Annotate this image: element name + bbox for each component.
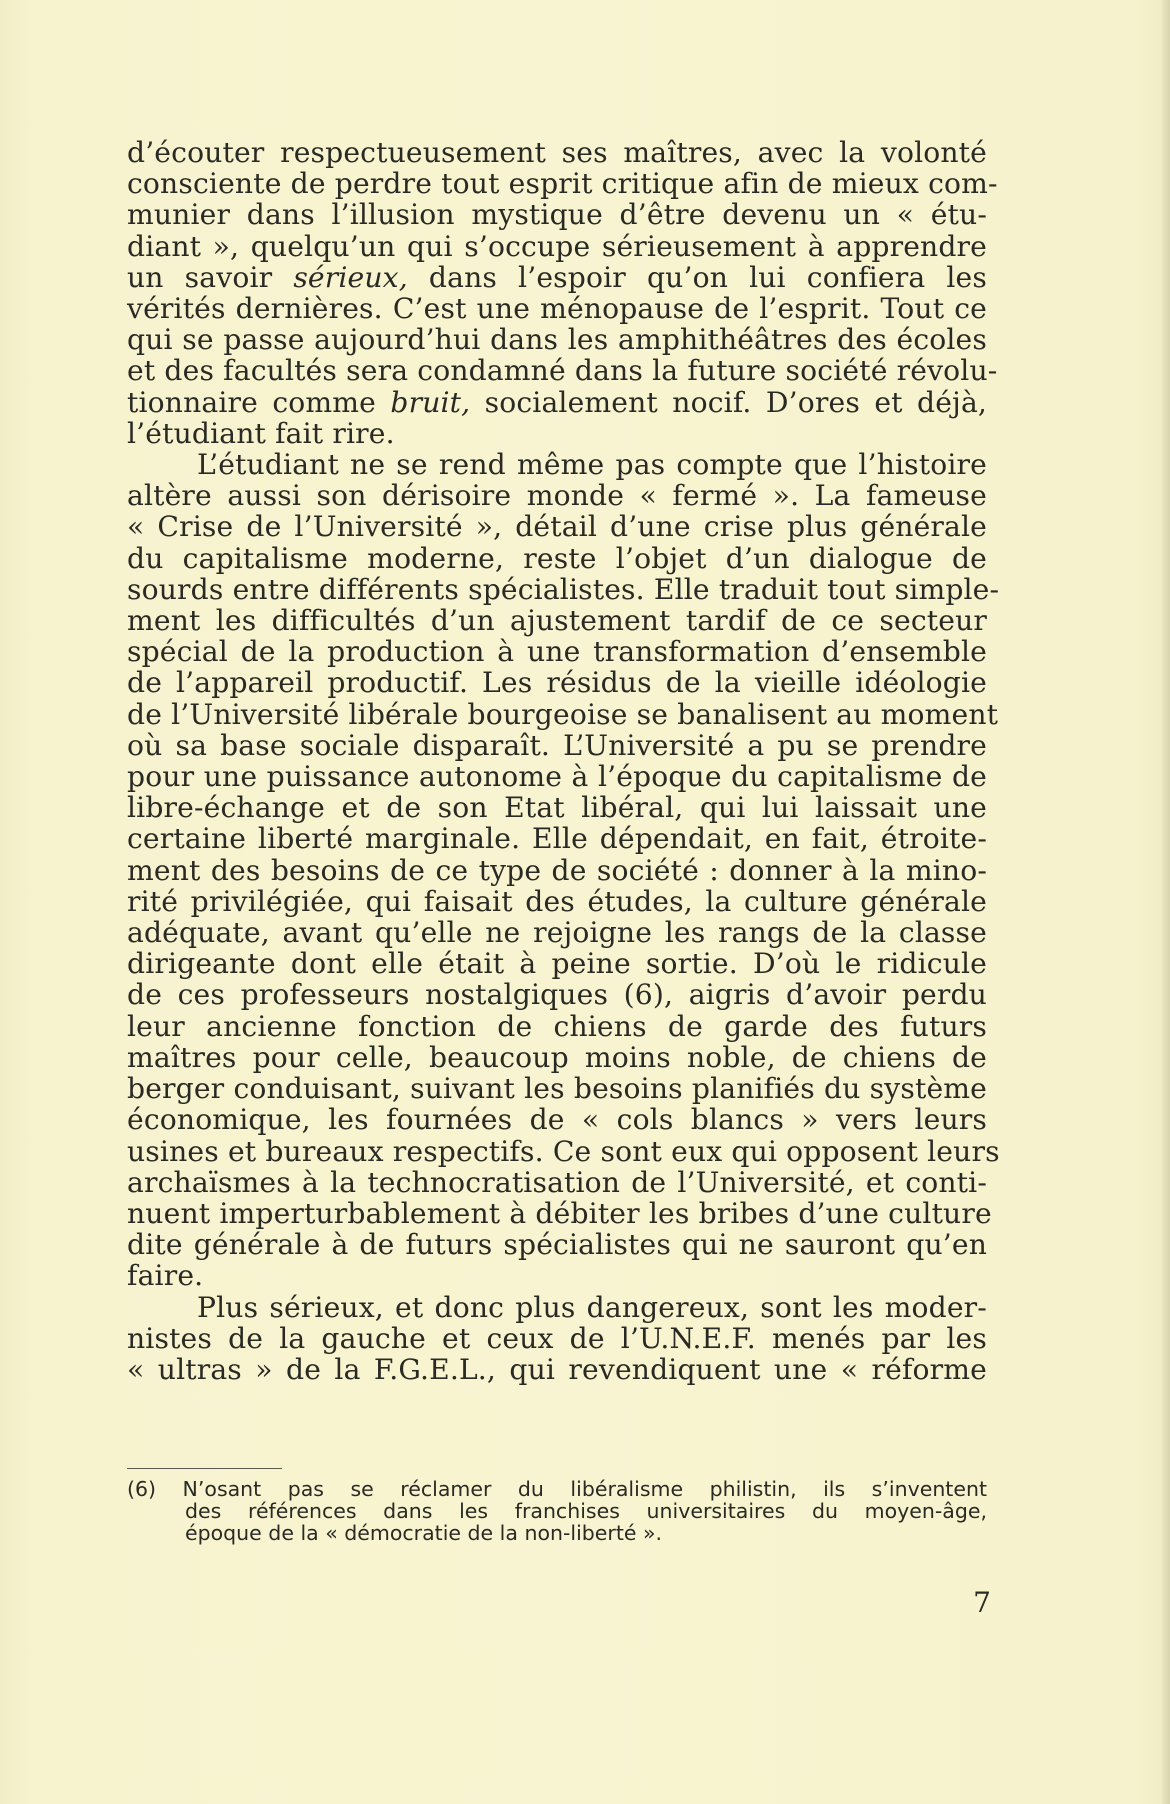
text-line: d’écouter respectueusement ses maîtres, avec la volonté <box>127 136 987 169</box>
text-line: et des facultés sera condamné dans la future société révolu- <box>127 354 998 388</box>
text-line: adéquate, avant qu’elle ne rejoigne les rangs de la classe <box>127 916 987 950</box>
italic-word: sérieux, <box>293 260 408 294</box>
paragraph-2 <box>127 448 1000 1293</box>
footnote-line: époque de la « démocratie de la non-liberté ». <box>185 1521 663 1545</box>
text-line: leur ancienne fonction de chiens de garde des futurs <box>127 1009 987 1043</box>
text-line: certaine liberté marginale. Elle dépendait, en fait, étroite- <box>127 822 987 856</box>
footnote-line: (6) N’osant pas se réclamer du libéralisme philistin, ils s’inventent <box>127 1477 987 1501</box>
text-line: sourds entre différents spécialistes. Elle traduit tout simple- <box>127 572 1000 606</box>
page-edge-shadow <box>1162 0 1170 1804</box>
text-line: altère aussi son dérisoire monde « fermé ». La fameuse <box>127 479 987 513</box>
text-line: qui se passe aujourd’hui dans les amphithéâtres des écoles <box>127 323 987 357</box>
text-line: munier dans l’illusion mystique d’être devenu un « étu- <box>127 198 987 232</box>
text-line: libre-échange et de son Etat libéral, qui lui laissait une <box>127 791 987 825</box>
text-line: berger conduisant, suivant les besoins planifiés du système <box>127 1072 987 1106</box>
text-fragment: tionnaire comme <box>127 385 391 419</box>
paragraph-3 <box>127 1292 987 1386</box>
paragraph-1 <box>127 136 998 450</box>
italic-word: bruit, <box>390 385 471 419</box>
text-line: « Crise de l’Université », détail d’une crise plus générale <box>127 510 987 544</box>
text-line: L’étudiant ne se rend même pas compte que l’histoire <box>197 448 987 482</box>
text-fragment: dans l’espoir qu’on lui confiera les <box>407 260 987 294</box>
text-line: de l’appareil productif. Les résidus de la vieille idéologie <box>127 666 987 700</box>
text-line: diant », quelqu’un qui s’occupe sérieusement à apprendre <box>127 229 987 263</box>
text-fragment: socialement nocif. D’ores et déjà, <box>470 385 988 419</box>
text-line: spécial de la production à une transformation d’ensemble <box>127 635 987 669</box>
text-line-with-italic <box>127 387 987 418</box>
text-line: ment des besoins de ce type de société : donner à la mino- <box>127 853 987 887</box>
footnote-line: des références dans les franchises universitaires du moyen-âge, <box>185 1499 987 1523</box>
text-line: du capitalisme moderne, reste l’objet d’un dialogue de <box>127 541 987 575</box>
text-line: « ultras » de la F.G.E.L., qui revendiquent une « réforme <box>127 1352 987 1386</box>
footnote-divider <box>127 1468 282 1469</box>
text-line: de ces professeurs nostalgiques (6), aigris d’avoir perdu <box>127 978 987 1012</box>
footnote <box>127 1478 987 1544</box>
text-line: Plus sérieux, et donc plus dangereux, sont les moder- <box>197 1290 987 1324</box>
text-line: dirigeante dont elle était à peine sortie. D’où le ridicule <box>127 947 987 981</box>
text-line: nuent imperturbablement à débiter les bribes d’une culture <box>127 1196 992 1230</box>
text-line: maîtres pour celle, beaucoup moins noble, de chiens de <box>127 1040 987 1074</box>
text-line: faire. <box>127 1259 204 1293</box>
text-line: pour une puissance autonome à l’époque du capitalisme de <box>127 760 987 794</box>
page-number: 7 <box>973 1586 991 1619</box>
text-line: l’étudiant fait rire. <box>127 416 395 450</box>
text-fragment: un savoir <box>127 260 294 294</box>
text-line: usines et bureaux respectifs. Ce sont eux qui opposent leurs <box>127 1134 1000 1168</box>
text-line: de l’Université libérale bourgeoise se banalisent au moment <box>127 697 999 731</box>
text-line-with-italic <box>127 262 987 293</box>
text-line: ment les difficultés d’un ajustement tardif de ce secteur <box>127 604 987 638</box>
text-line: consciente de perdre tout esprit critique afin de mieux com- <box>127 167 998 201</box>
text-line: dite générale à de futurs spécialistes qui ne sauront qu’en <box>127 1228 987 1262</box>
text-line: rité privilégiée, qui faisait des études, la culture générale <box>127 884 987 918</box>
body-text <box>127 136 1000 1386</box>
text-line: vérités dernières. C’est une ménopause de l’esprit. Tout ce <box>127 292 987 326</box>
text-line: économique, les fournées de « cols blancs » vers leurs <box>127 1103 987 1137</box>
text-line: archaïsmes à la technocratisation de l’Université, et conti- <box>127 1165 987 1199</box>
text-line: où sa base sociale disparaît. L’Université a pu se prendre <box>127 728 987 762</box>
text-line: nistes de la gauche et ceux de l’U.N.E.F. menés par les <box>127 1321 987 1355</box>
